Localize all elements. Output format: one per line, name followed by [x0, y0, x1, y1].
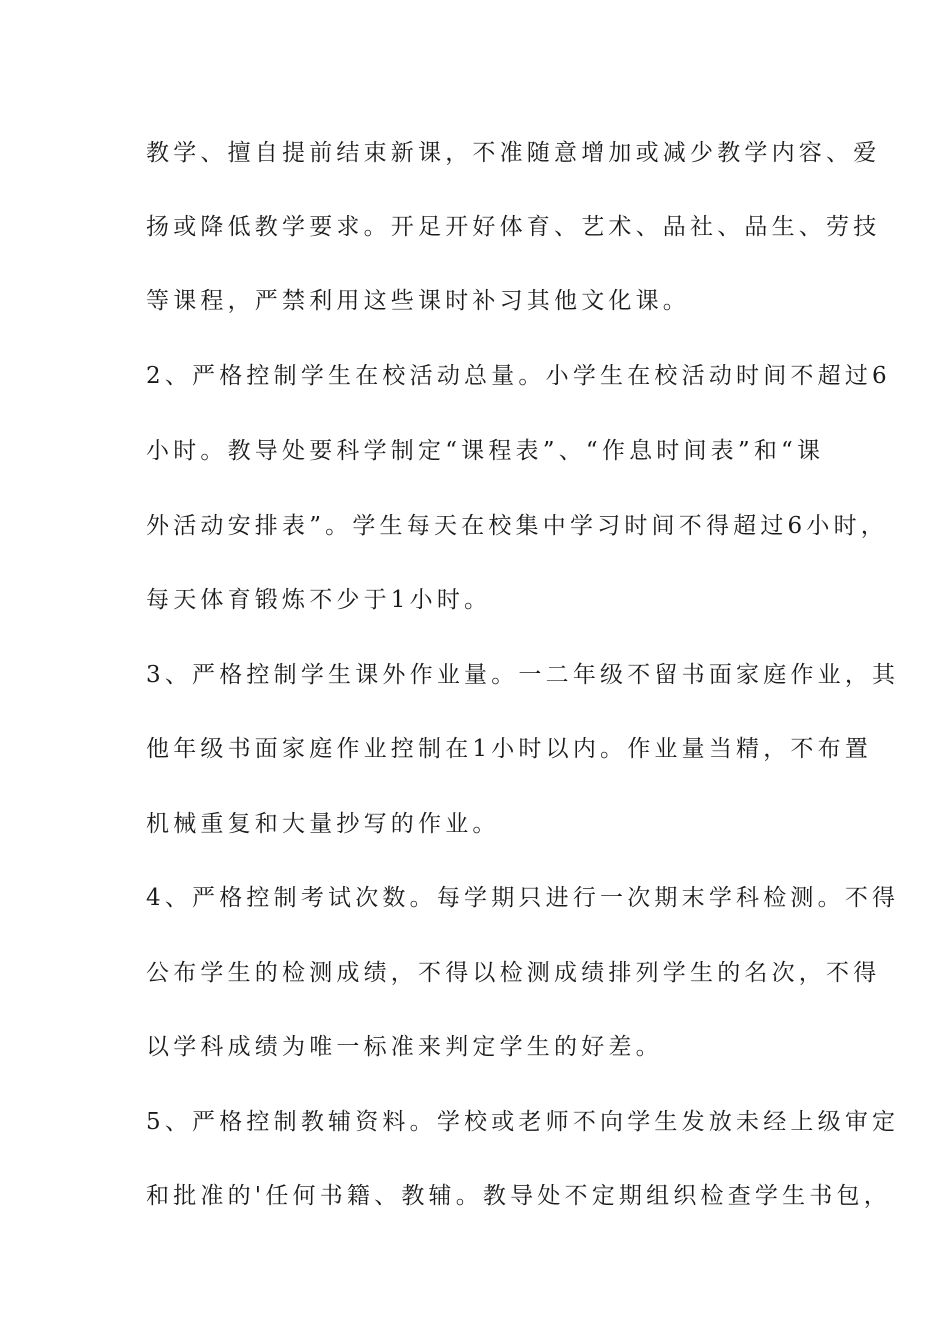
text-line: 等课程，严禁利用这些课时补习其他文化课。	[146, 288, 690, 314]
text-line: 和批准的'任何书籍、教辅。教导处不定期组织检查学生书包，	[146, 1183, 891, 1209]
text-line: 3、严格控制学生课外作业量。一二年级不留书面家庭作业，其	[146, 662, 900, 688]
text-line: 扬或降低教学要求。开足开好体育、艺术、品社、品生、劳技	[146, 214, 881, 240]
text-line: 机械重复和大量抄写的作业。	[146, 811, 500, 837]
text-line: 以学科成绩为唯一标准来判定学生的好差。	[146, 1034, 663, 1060]
text-line: 2、严格控制学生在校活动总量。小学生在校活动时间不超过6	[146, 363, 891, 389]
text-line: 公布学生的检测成绩，不得以检测成绩排列学生的名次，不得	[146, 960, 881, 986]
text-line: 每天体育锻炼不少于1小时。	[146, 587, 492, 613]
text-line: 5、严格控制教辅资料。学校或老师不向学生发放未经上级审定	[146, 1109, 900, 1135]
text-line: 4、严格控制考试次数。每学期只进行一次期末学科检测。不得	[146, 885, 900, 911]
text-line: 外活动安排表”。学生每天在校集中学习时间不得超过6小时，	[146, 513, 888, 539]
text-line: 教学、擅自提前结束新课，不准随意增加或减少教学内容、爱	[146, 140, 881, 166]
text-line: 小时。教导处要科学制定“课程表”、“作息时间表”和“课	[146, 438, 825, 464]
text-line: 他年级书面家庭作业控制在1小时以内。作业量当精，不布置	[146, 736, 873, 762]
